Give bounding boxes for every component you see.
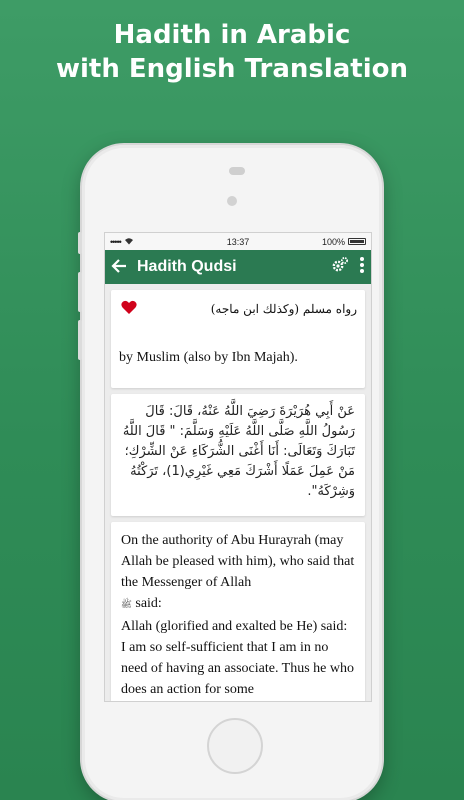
translation-part-1: On the authority of Abu Hurayrah (may Allah be pleased with him), who said that the Messenger of Allah [121, 533, 355, 590]
phone-mute-switch [78, 232, 82, 254]
app-screen [104, 232, 372, 702]
promo-line-2: with English Translation [55, 54, 409, 84]
gear-icon[interactable] [331, 256, 349, 278]
phone-volume-up [78, 272, 82, 312]
status-time: 13:37 [226, 236, 250, 247]
arrow-left-icon[interactable] [111, 257, 137, 278]
reference-english: by Muslim (also by Ibn Majah). [119, 350, 298, 365]
translation-card [111, 522, 365, 702]
battery-percent: 100% [321, 236, 345, 247]
reference-arabic: رواه مسلم (وكذلك ابن ماجه) [210, 302, 357, 316]
reference-card [111, 290, 365, 388]
phone-camera [227, 196, 237, 206]
pbuh-glyph: ﷺ [121, 600, 132, 610]
signal-indicator: ••••• [110, 236, 121, 247]
status-bar [105, 233, 371, 250]
promo-line-1: Hadith in Arabic [113, 20, 351, 50]
promo-headline [0, 18, 464, 86]
page-title: Hadith Qudsi [137, 258, 237, 275]
translation-part-2: said: [135, 596, 162, 611]
app-bar [105, 250, 371, 284]
hadith-arabic-card [111, 394, 365, 516]
phone-home-button[interactable] [207, 718, 263, 774]
hadith-arabic-text: عَنْ أَبِي هُرَيْرَةَ رَضِيَ اللَّهُ عَنْهُ، قَالَ: قَالَ رَسُولُ اللَّهِ صَلَّى اللَّهُ عَلَيْهِ وَسَلَّمَ: " قَالَ اللَّهُ تَبَارَكَ وَتَعَالَى: أَنَا أَغْنَى الشُّرَكَاءِ عَنْ الشِّرْكِ؛ مَنْ عَمِلَ عَمَلًا أَشْرَكَ مَعِي غَيْرِي(1)، تَرَكْتُهُ وَشِرْكَهُ". [122, 404, 355, 499]
more-vert-icon[interactable] [359, 256, 365, 278]
battery-icon [348, 238, 366, 245]
phone-volume-down [78, 320, 82, 360]
phone-speaker [229, 167, 245, 175]
translation-part-3: Allah (glorified and exalted be He) said: I am so self-sufficient that I am in no need of having an associate. Thus he who does an action for some [121, 619, 355, 697]
heart-icon[interactable] [121, 300, 137, 316]
hadith-content[interactable] [105, 284, 371, 702]
